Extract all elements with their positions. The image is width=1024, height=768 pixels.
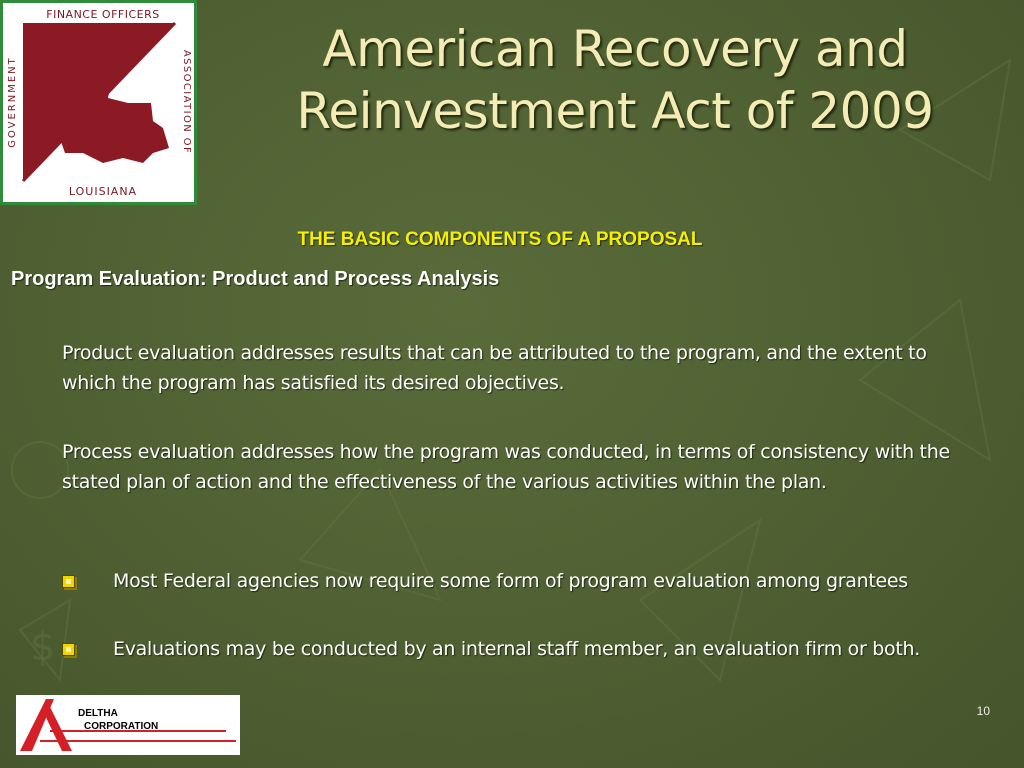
title-line-1: American Recovery and xyxy=(322,20,908,78)
section-heading: THE BASIC COMPONENTS OF A PROPOSAL xyxy=(297,229,703,250)
bullet-item xyxy=(62,634,992,664)
bullet-text: Evaluations may be conducted by an internal staff member, an evaluation firm or both. xyxy=(113,638,920,660)
gfoa-louisiana-logo xyxy=(0,0,197,205)
paragraph-process-evaluation: Process evaluation addresses how the program was conducted, in terms of consistency with the stated plan of action and the effectiveness of the various activities within the plan. xyxy=(62,441,950,493)
deltha-name-line1: DELTHA xyxy=(78,708,118,719)
paragraph-product-evaluation: Product evaluation addresses results that can be attributed to the program, and the extent to which the program has satisfied its desired objectives. xyxy=(62,342,927,394)
deltha-corporation-logo xyxy=(16,695,240,755)
subheading-text: Product and Process Analysis xyxy=(206,268,500,290)
slide-title xyxy=(230,18,1000,142)
gfoa-logo-inner xyxy=(3,3,194,202)
gfoa-bottom-text: LOUISIANA xyxy=(68,185,138,198)
bullet-item xyxy=(62,566,992,596)
louisiana-map-emblem xyxy=(3,3,194,202)
checkbox-bullet-icon xyxy=(62,575,75,588)
gfoa-top-text: FINANCE OFFICERS xyxy=(46,8,160,21)
page-number: 10 xyxy=(976,704,990,718)
deltha-name-line2: CORPORATION xyxy=(84,721,159,732)
checkbox-bullet-icon xyxy=(62,643,75,656)
section-subheading xyxy=(11,268,911,291)
subheading-separator: : xyxy=(199,268,207,290)
svg-text:$: $ xyxy=(30,624,56,670)
gfoa-left-text: GOVERNMENT xyxy=(7,56,18,148)
gfoa-right-text: ASSOCIATION OF xyxy=(181,49,192,155)
bullet-text: Most Federal agencies now require some form of program evaluation among grantees xyxy=(113,570,908,592)
subheading-label: Program Evaluation xyxy=(11,268,200,290)
title-line-2: Reinvestment Act of 2009 xyxy=(296,82,934,140)
